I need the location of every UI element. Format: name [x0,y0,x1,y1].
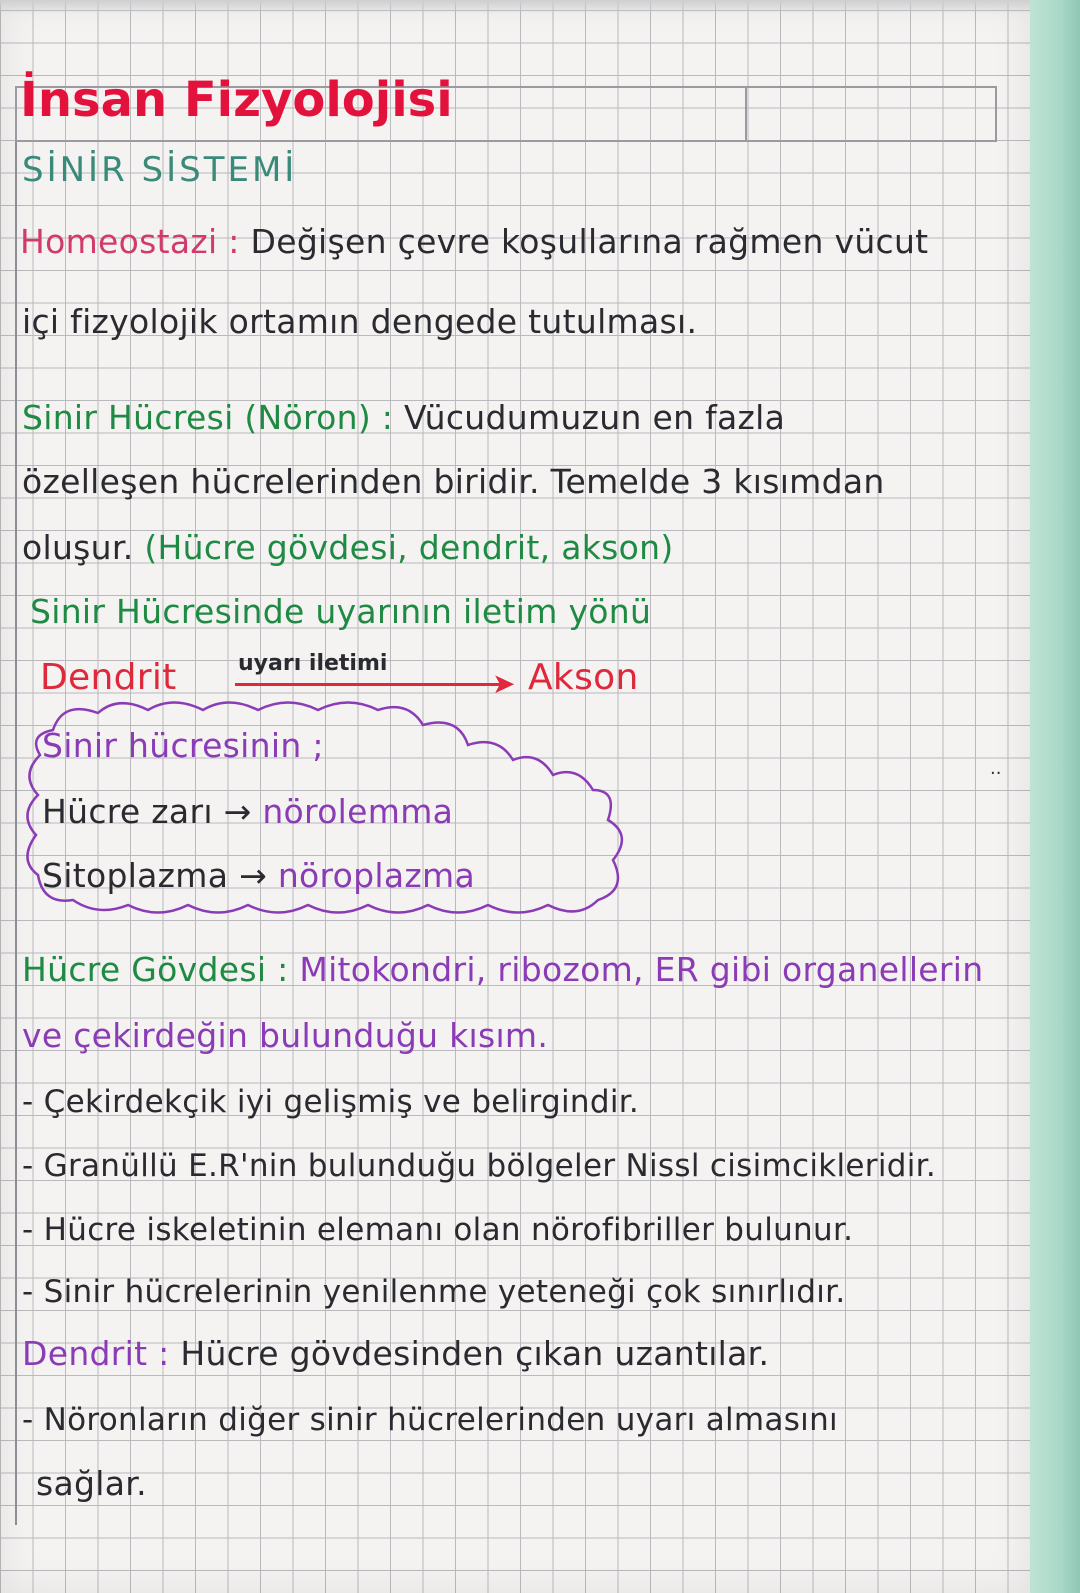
noroplazma: nöroplazma [277,856,475,895]
noron-parts: (Hücre gövdesi, dendrit, akson) [144,528,674,567]
arrow-label: uyarı iletimi [238,651,388,676]
govde-bullet-1: - Çekirdekçik iyi gelişmiş ve belirgindir. [22,1084,640,1120]
noron-term: Sinir Hücresi (Nöron) [22,398,371,437]
dendrit-bullet-1: - Nöronların diğer sinir hücrelerinden uyarı almasını [22,1402,838,1438]
govde-term: Hücre Gövdesi [22,950,267,989]
govde-def-line1: Mitokondri, ribozom, ER gibi organellerin [299,950,984,989]
section-heading: SİNİR SİSTEMİ [22,150,298,190]
notebook-spine [1030,0,1080,1593]
homeostazi-def-line1: Değişen çevre koşullarına rağmen vücut [250,222,929,261]
noron-sep: : [371,398,404,437]
arrow-head-icon: ➤ [492,667,516,700]
noron-line3 [22,528,674,568]
govde-def-line2: ve çekirdeğin bulunduğu kısım. [22,1016,549,1055]
homeostazi-term: Homeostazi [20,222,218,261]
cloud-line1: Sinir hücresinin ; [42,726,324,765]
homeostazi-definition [20,222,928,262]
dendrit-label: Dendrit [40,657,177,698]
homeostazi-def-line2: içi fizyolojik ortamın dengede tutulması. [22,302,698,341]
header-divider [745,86,747,142]
dendrit-def-line1: Hücre gövdesinden çıkan uzantılar. [180,1334,770,1373]
dendrit-bullet-1-end: sağlar. [36,1464,147,1503]
noron-def-line1: Vücudumuzun en fazla [404,398,786,437]
iletim-yonu-label: Sinir Hücresinde uyarının iletim yönü [30,592,652,631]
margin-dots: .. [990,758,1002,779]
govde-sep: : [266,950,300,989]
dendrit-term: Dendrit [22,1334,148,1373]
cloud-line3 [42,856,475,896]
noron-definition [22,398,785,438]
cloud-arrow-2: → [239,856,268,895]
govde-bullet-3: - Hücre iskeletinin elemanı olan nörofibriller bulunur. [22,1212,854,1248]
dendrit-sep: : [147,1334,181,1373]
noron-line3-a: oluşur. [22,528,134,567]
dendrit-definition [22,1334,769,1374]
homeostazi-sep: : [217,222,251,261]
akson-label: Akson [528,657,639,698]
govde-bullet-2: - Granüllü E.R'nin bulunduğu bölgeler Nissl cisimcikleridir. [22,1148,937,1184]
norolemma: nörolemma [262,792,454,831]
cloud-line2 [42,792,453,832]
noron-line2: özelleşen hücrelerinden biridir. Temelde 3 kısımdan [22,462,885,501]
margin-line [15,95,17,1525]
page-title: İnsan Fizyolojisi [20,72,453,128]
govde-definition [22,950,983,990]
cloud-arrow-1: → [223,792,252,831]
govde-bullet-4: - Sinir hücrelerinin yenilenme yeteneği çok sınırlıdır. [22,1274,846,1310]
page-top-edge [0,0,1030,14]
sitoplazma: Sitoplazma [42,856,229,895]
arrow-line [235,683,505,686]
hucre-zari: Hücre zarı [42,792,213,831]
